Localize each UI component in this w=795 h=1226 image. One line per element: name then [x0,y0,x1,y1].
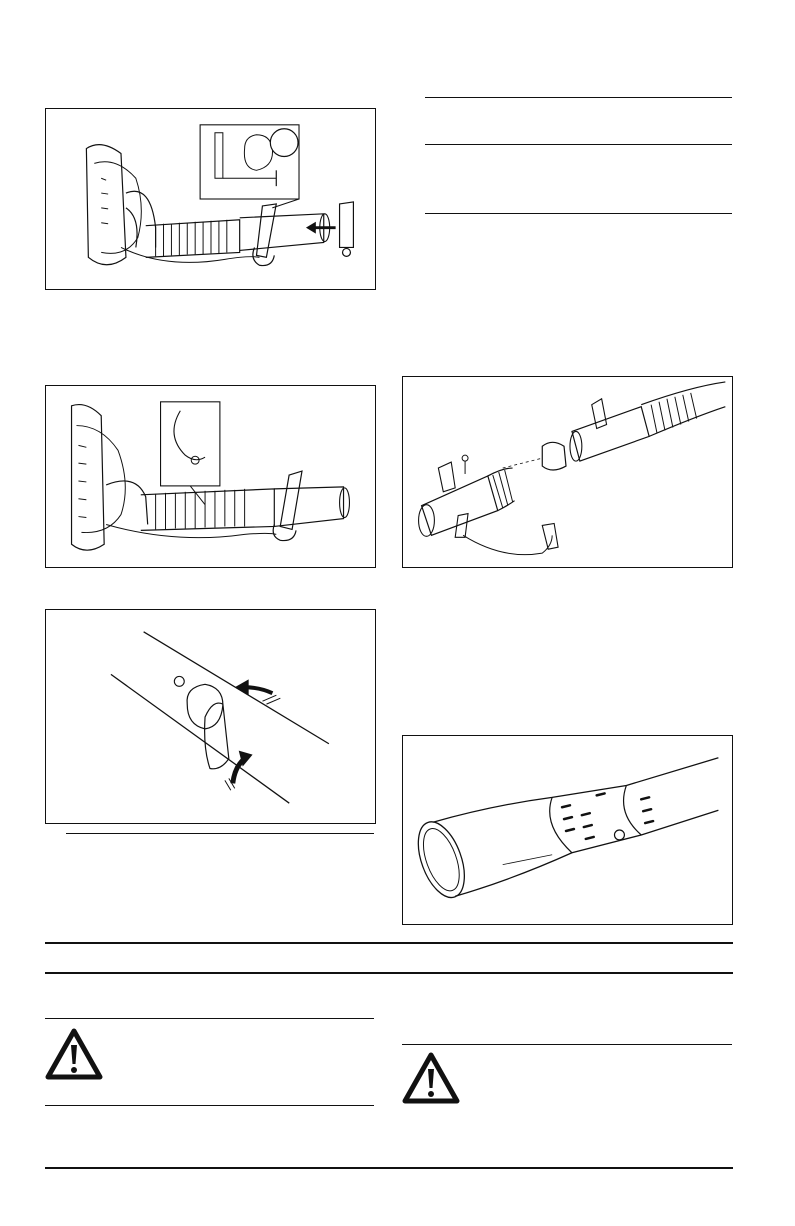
figure-cable-clip [45,385,376,568]
figure-tube-twist-lock [45,609,376,824]
section-header-rule-top [45,942,733,944]
warning-triangle-icon [45,1028,103,1080]
warning-rule-top [402,1044,732,1045]
section-rule [425,97,732,98]
section-header-rule-bottom [45,972,733,974]
warning-right [402,1052,460,1104]
figure-exploded-tube [402,376,733,568]
section-rule [425,213,732,214]
figure-nozzle [402,735,733,925]
warning-triangle-icon [402,1052,460,1104]
tube-connect-illustration [46,109,375,289]
nozzle-illustration [403,736,732,924]
warning-rule-bottom [45,1105,374,1106]
warning-rule-top [45,1018,374,1019]
cable-clip-illustration [46,386,375,567]
exploded-tube-illustration [403,377,732,567]
warning-left [45,1028,103,1080]
tube-twist-lock-illustration [46,610,375,823]
footer-rule [45,1167,733,1169]
section-rule [425,144,732,145]
caption-rule [66,833,374,834]
figure-tube-connect [45,108,376,290]
